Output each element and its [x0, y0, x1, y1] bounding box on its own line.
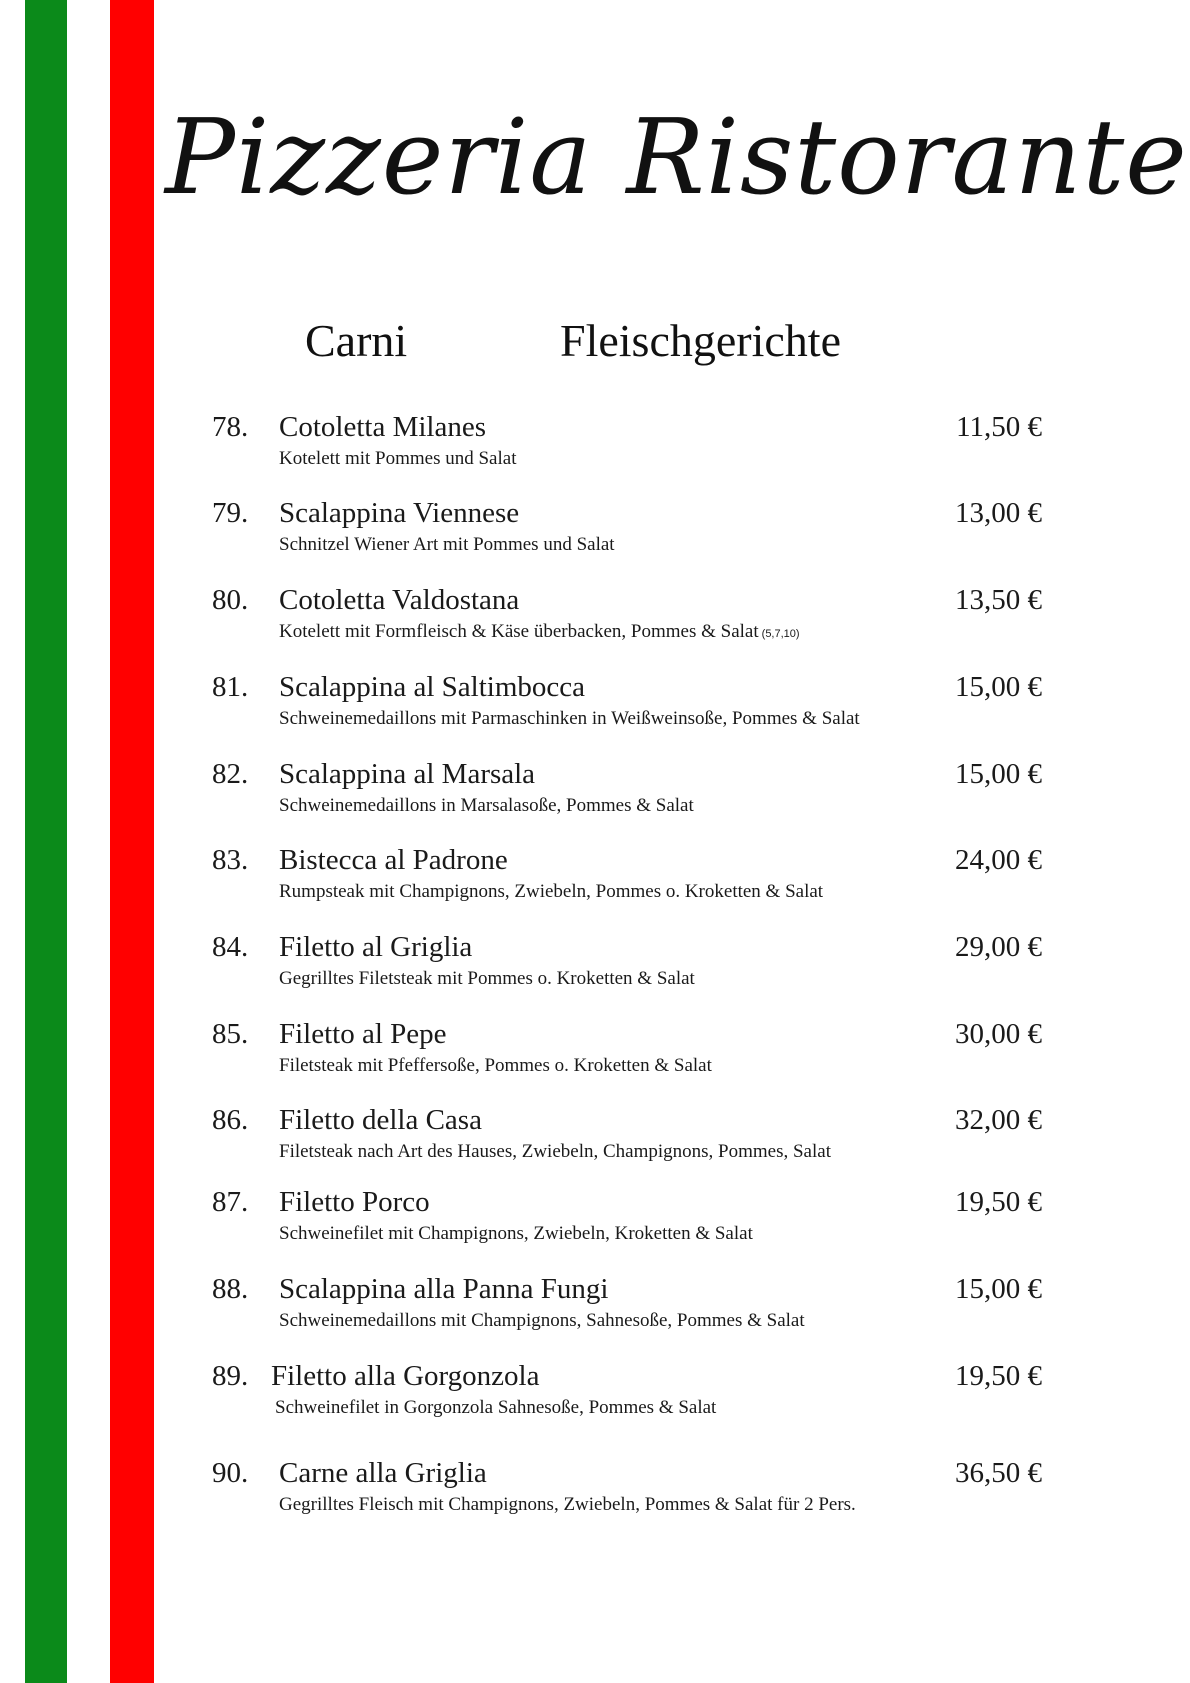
item-name: Cotoletta Milanes — [279, 411, 486, 443]
item-name: Carne alla Griglia — [279, 1457, 487, 1489]
menu-item — [0, 933, 1190, 1003]
item-description — [279, 1311, 805, 1330]
item-price: 32,00 € — [955, 1104, 1042, 1136]
item-description-text: Gegrilltes Filetsteak mit Pommes o. Kroketten & Salat — [279, 968, 695, 989]
item-number: 85. — [212, 1018, 249, 1050]
item-description-text: Schweinemedaillons mit Parmaschinken in Weißweinsoße, Pommes & Salat — [279, 708, 860, 729]
menu-item — [0, 413, 1190, 483]
item-number: 80. — [212, 584, 249, 616]
item-name: Filetto alla Gorgonzola — [271, 1360, 540, 1392]
item-name: Cotoletta Valdostana — [279, 584, 520, 616]
item-name: Scalappina al Saltimbocca — [279, 671, 586, 703]
item-description — [279, 969, 695, 988]
item-number: 83. — [212, 844, 249, 876]
item-number: 79. — [212, 497, 249, 529]
item-name: Filetto al Griglia — [279, 931, 473, 963]
item-number: 81. — [212, 671, 249, 703]
item-name: Scalappina Viennese — [279, 497, 520, 529]
item-description-text: Schweinemedaillons in Marsalasoße, Pommes & Salat — [279, 795, 694, 816]
item-description — [279, 449, 516, 468]
item-description — [279, 535, 615, 554]
item-number: 86. — [212, 1104, 249, 1136]
item-price: 15,00 € — [955, 671, 1042, 703]
item-price: 30,00 € — [955, 1018, 1042, 1050]
item-description-text: Schweinefilet in Gorgonzola Sahnesoße, Pommes & Salat — [275, 1397, 717, 1418]
menu-item — [0, 760, 1190, 830]
menu-item — [0, 1020, 1190, 1090]
item-description-text: Rumpsteak mit Champignons, Zwiebeln, Pommes o. Kroketten & Salat — [279, 881, 824, 902]
item-description-text: Gegrilltes Fleisch mit Champignons, Zwiebeln, Pommes & Salat für 2 Pers. — [279, 1494, 856, 1515]
item-description — [279, 1495, 856, 1514]
item-description — [279, 1224, 753, 1243]
item-price: 19,50 € — [955, 1360, 1042, 1392]
item-description-text: Filetsteak mit Pfeffersoße, Pommes o. Kroketten & Salat — [279, 1055, 712, 1076]
item-price: 11,50 € — [956, 411, 1042, 443]
menu-item — [0, 586, 1190, 656]
menu-item — [0, 846, 1190, 916]
item-name: Filetto al Pepe — [279, 1018, 447, 1050]
item-description-text: Filetsteak nach Art des Hauses, Zwiebeln, Champignons, Pommes, Salat — [279, 1141, 831, 1162]
item-description-text: Schweinemedaillons mit Champignons, Sahnesoße, Pommes & Salat — [279, 1310, 805, 1331]
item-price: 15,00 € — [955, 758, 1042, 790]
item-price: 36,50 € — [955, 1457, 1042, 1489]
item-description-text: Schweinefilet mit Champignons, Zwiebeln, Kroketten & Salat — [279, 1223, 753, 1244]
item-price: 13,50 € — [955, 584, 1042, 616]
restaurant-title: Pizzeria Ristorante — [165, 96, 1188, 218]
item-number: 78. — [212, 411, 249, 443]
menu-item — [0, 499, 1190, 569]
item-name: Scalappina al Marsala — [279, 758, 536, 790]
section-title-german: Fleischgerichte — [560, 315, 842, 366]
item-description — [279, 1056, 712, 1075]
item-price: 13,00 € — [955, 497, 1042, 529]
item-price: 15,00 € — [955, 1273, 1042, 1305]
item-number: 88. — [212, 1273, 249, 1305]
menu-item — [0, 1106, 1190, 1176]
item-description-text: Kotelett mit Formfleisch & Käse überbacken, Pommes & Salat — [279, 621, 759, 642]
item-number: 82. — [212, 758, 249, 790]
item-name: Scalappina alla Panna Fungi — [279, 1273, 609, 1305]
item-number: 87. — [212, 1186, 249, 1218]
item-price: 19,50 € — [955, 1186, 1042, 1218]
item-name: Filetto Porco — [279, 1186, 430, 1218]
section-title-italian: Carni — [305, 315, 408, 366]
item-description — [279, 622, 800, 641]
menu-item — [0, 1362, 1190, 1432]
item-price: 29,00 € — [955, 931, 1042, 963]
menu-item — [0, 1275, 1190, 1345]
item-description-text: Kotelett mit Pommes und Salat — [279, 448, 517, 469]
item-price: 24,00 € — [955, 844, 1042, 876]
menu-item — [0, 1188, 1190, 1258]
item-name: Filetto della Casa — [279, 1104, 482, 1136]
item-allergens: (5,7,10) — [761, 628, 800, 640]
item-description — [275, 1398, 716, 1417]
item-description — [279, 882, 823, 901]
menu-item — [0, 1459, 1190, 1529]
item-description-text: Schnitzel Wiener Art mit Pommes und Salat — [279, 534, 615, 555]
item-number: 84. — [212, 931, 249, 963]
item-description — [279, 709, 860, 728]
menu-item — [0, 673, 1190, 743]
item-description — [279, 796, 694, 815]
item-name: Bistecca al Padrone — [279, 844, 508, 876]
item-number: 90. — [212, 1457, 249, 1489]
item-number: 89. — [212, 1360, 249, 1392]
item-description — [279, 1142, 831, 1161]
